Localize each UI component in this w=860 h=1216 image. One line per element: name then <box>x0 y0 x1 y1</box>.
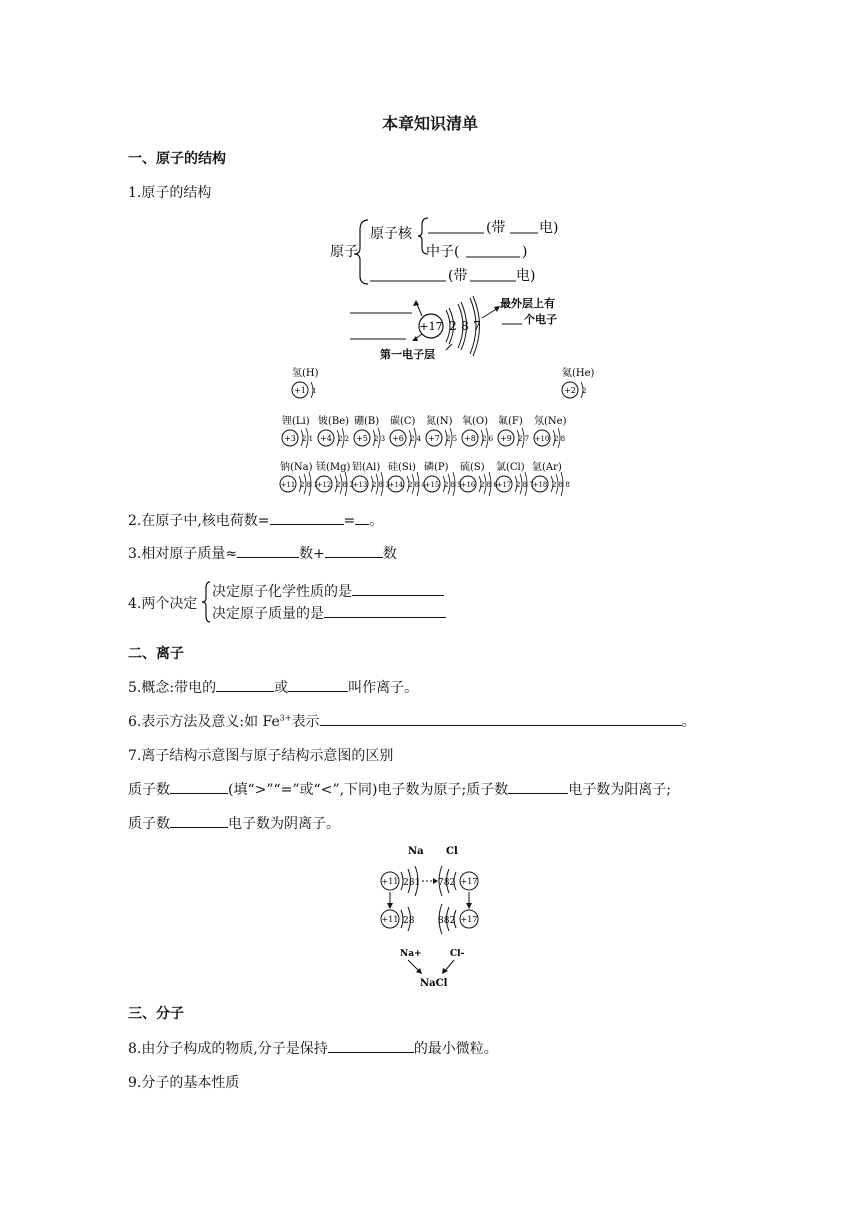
item-9: 9.分子的基本性质 <box>128 1075 240 1091</box>
item-4-label: 4.两个决定 <box>128 596 198 612</box>
element-name: 氮(N) <box>426 416 453 427</box>
section-heading-molecule: 三、分子 <box>128 1006 184 1022</box>
item-5: 5.概念:带电的 或 叫作离子。 <box>128 677 418 697</box>
element-name: 铝(Al) <box>352 462 381 473</box>
blank-answer <box>170 813 228 828</box>
element-cell <box>562 366 595 398</box>
na-label: Na <box>408 846 424 857</box>
item-7-line-b: 质子数 电子数为阴离子。 <box>128 813 340 833</box>
element-cell <box>282 414 313 448</box>
element-name: 氦(He) <box>562 368 595 379</box>
element-cell <box>280 460 318 496</box>
item-7: 7.离子结构示意图与原子结构示意图的区别 <box>128 748 394 764</box>
element-cell <box>424 460 462 496</box>
electron-counts: 2 8 6 <box>480 481 498 489</box>
shell-2-count: 8 <box>461 319 469 333</box>
nuclear-charge: +5 <box>356 434 368 443</box>
nuclear-charge: +18 <box>532 481 548 489</box>
blank-answer <box>288 677 348 692</box>
electron-counts: 2 8 4 <box>408 481 426 489</box>
electron-counts: 1 <box>312 387 317 395</box>
item-4-line-1: 决定原子化学性质的是 <box>212 581 444 601</box>
svg-text:+11: +11 <box>381 877 399 886</box>
cl-electrons: 782 <box>438 878 456 888</box>
blank-answer <box>328 1038 414 1053</box>
element-cell <box>460 460 498 496</box>
svg-text:+11: +11 <box>381 915 399 924</box>
blank-answer <box>270 510 344 525</box>
tree-charge-close: 电) <box>539 220 559 236</box>
element-cell <box>316 460 354 496</box>
outer-shell-label-1: 最外层上有 <box>500 297 555 310</box>
blank-answer <box>355 510 369 525</box>
tree-root-label: 原子 <box>330 244 358 260</box>
element-name: 氖(Ne) <box>534 416 567 427</box>
cl-label: Cl <box>446 846 458 857</box>
nucleus-charge: +17 <box>419 320 443 333</box>
element-electron-table <box>276 362 596 502</box>
electron-counts: 2 4 <box>410 435 422 443</box>
element-cell <box>390 414 422 448</box>
electron-counts: 2 7 <box>518 435 530 443</box>
item-2: 2.在原子中,核电荷数= = 。 <box>128 510 383 530</box>
element-name: 氟(F) <box>498 416 523 427</box>
item-1: 1.原子的结构 <box>128 185 212 201</box>
nuclear-charge: +3 <box>284 434 296 443</box>
nuclear-charge: +7 <box>428 434 440 443</box>
item-4-brace <box>200 580 212 624</box>
blank-answer <box>237 543 299 558</box>
nuclear-charge: +17 <box>496 481 512 489</box>
tree-charge-open: (带 <box>486 220 506 236</box>
blank-answer <box>508 779 568 794</box>
element-cell <box>462 414 494 448</box>
nuclear-charge: +11 <box>280 481 296 489</box>
nuclear-charge: +1 <box>294 386 306 395</box>
element-cell <box>388 461 426 496</box>
nuclear-charge: +10 <box>534 435 550 443</box>
blank-answer <box>170 779 228 794</box>
electron-counts: 2 8 3 <box>372 481 390 489</box>
tree-neutron: 中子( <box>426 244 460 260</box>
electron-counts: 2 8 5 <box>444 481 462 489</box>
element-name: 氯(Cl) <box>496 462 525 473</box>
electron-counts: 2 3 <box>374 435 386 443</box>
element-name: 锂(Li) <box>282 416 310 427</box>
section-heading-ion: 二、离子 <box>128 646 184 662</box>
blank-answer <box>324 603 446 618</box>
element-cell <box>426 414 457 448</box>
nuclear-charge: +13 <box>352 481 368 489</box>
nuclear-charge: +9 <box>500 434 512 443</box>
cl-ion-electrons: 882 <box>438 916 456 926</box>
element-name: 碳(C) <box>390 416 416 427</box>
nuclear-charge: +6 <box>392 434 404 443</box>
nuclear-charge: +8 <box>464 434 476 443</box>
electron-counts: 2 8 7 <box>516 481 534 489</box>
item-6: 6.表示方法及意义:如 $Fe^{3+}$表示 。 <box>128 711 696 731</box>
blank-answer <box>325 543 383 558</box>
first-shell-label: 第一电子层 <box>380 348 435 361</box>
element-name: 硼(B) <box>354 416 380 427</box>
item-7-line-a: 质子数 (填“>”“=”或“<”,下同)电子数为原子;质子数 电子数为阳离子; <box>128 779 671 799</box>
electron-counts: 2 8 2 <box>336 481 354 489</box>
blank-answer <box>216 677 274 692</box>
element-name: 氧(O) <box>462 416 489 427</box>
tree-electron-open: (带 <box>448 268 468 284</box>
element-name: 氢(H) <box>292 368 319 379</box>
shell-3-count: 7 <box>473 319 481 333</box>
nuclear-charge: +2 <box>564 386 576 395</box>
item-4-line-2: 决定原子质量的是 <box>212 603 446 623</box>
nuclear-charge: +16 <box>460 481 476 489</box>
element-cell <box>498 414 529 448</box>
tree-neutron-close: ) <box>522 244 528 260</box>
section-heading-atom: 一、原子的结构 <box>128 151 226 167</box>
element-name: 钠(Na) <box>280 462 313 473</box>
element-name: 硫(S) <box>460 462 485 473</box>
element-cell <box>292 366 319 398</box>
electron-counts: 2 <box>582 387 587 395</box>
element-name: 磷(P) <box>424 462 449 473</box>
nacl-label: NaCl <box>420 978 448 989</box>
na-ion-label: Na+ <box>400 949 422 959</box>
element-name: 氩(Ar) <box>532 462 562 473</box>
element-cell <box>354 415 385 448</box>
na-electrons: 281 <box>403 878 421 888</box>
element-cell <box>352 461 390 496</box>
nuclear-charge: +12 <box>316 481 332 489</box>
na-ion-electrons: 28 <box>403 916 415 926</box>
chlorine-atom-diagram <box>340 290 580 362</box>
svg-text:+17: +17 <box>460 877 478 886</box>
nacl-formation-diagram <box>370 842 500 990</box>
electron-counts: 2 2 <box>338 435 350 443</box>
svg-text:+17: +17 <box>460 915 478 924</box>
tree-nucleus-label: 原子核 <box>370 226 412 242</box>
page-title: 本章知识清单 <box>381 114 478 133</box>
tree-electron-close: 电) <box>516 268 536 284</box>
nuclear-charge: +14 <box>388 481 404 489</box>
electron-counts: 2 5 <box>446 435 458 443</box>
element-cell <box>496 460 534 496</box>
shell-1-count: 2 <box>449 319 457 333</box>
element-name: 铍(Be) <box>318 416 350 427</box>
element-cell <box>532 460 570 496</box>
element-name: 硅(Si) <box>388 462 416 473</box>
element-cell <box>534 414 567 448</box>
item-8: 8.由分子构成的物质,分子是保持 的最小微粒。 <box>128 1038 498 1058</box>
cl-ion-label: Cl- <box>450 949 465 959</box>
element-cell <box>318 414 349 448</box>
outer-shell-label-2: 个电子 <box>524 313 557 326</box>
blank-answer <box>320 711 682 726</box>
electron-counts: 2 8 8 <box>552 481 570 489</box>
nuclear-charge: +4 <box>320 434 332 443</box>
blank-answer <box>352 581 444 596</box>
atom-structure-tree <box>320 212 580 292</box>
item-3: 3.相对原子质量≈ 数+ 数 <box>128 543 397 563</box>
element-name: 镁(Mg) <box>316 462 351 473</box>
electron-counts: 2 1 <box>302 435 314 443</box>
electron-counts: 2 8 <box>554 435 566 443</box>
nuclear-charge: +15 <box>424 481 440 489</box>
electron-counts: 2 8 1 <box>300 481 318 489</box>
electron-counts: 2 6 <box>482 435 494 443</box>
